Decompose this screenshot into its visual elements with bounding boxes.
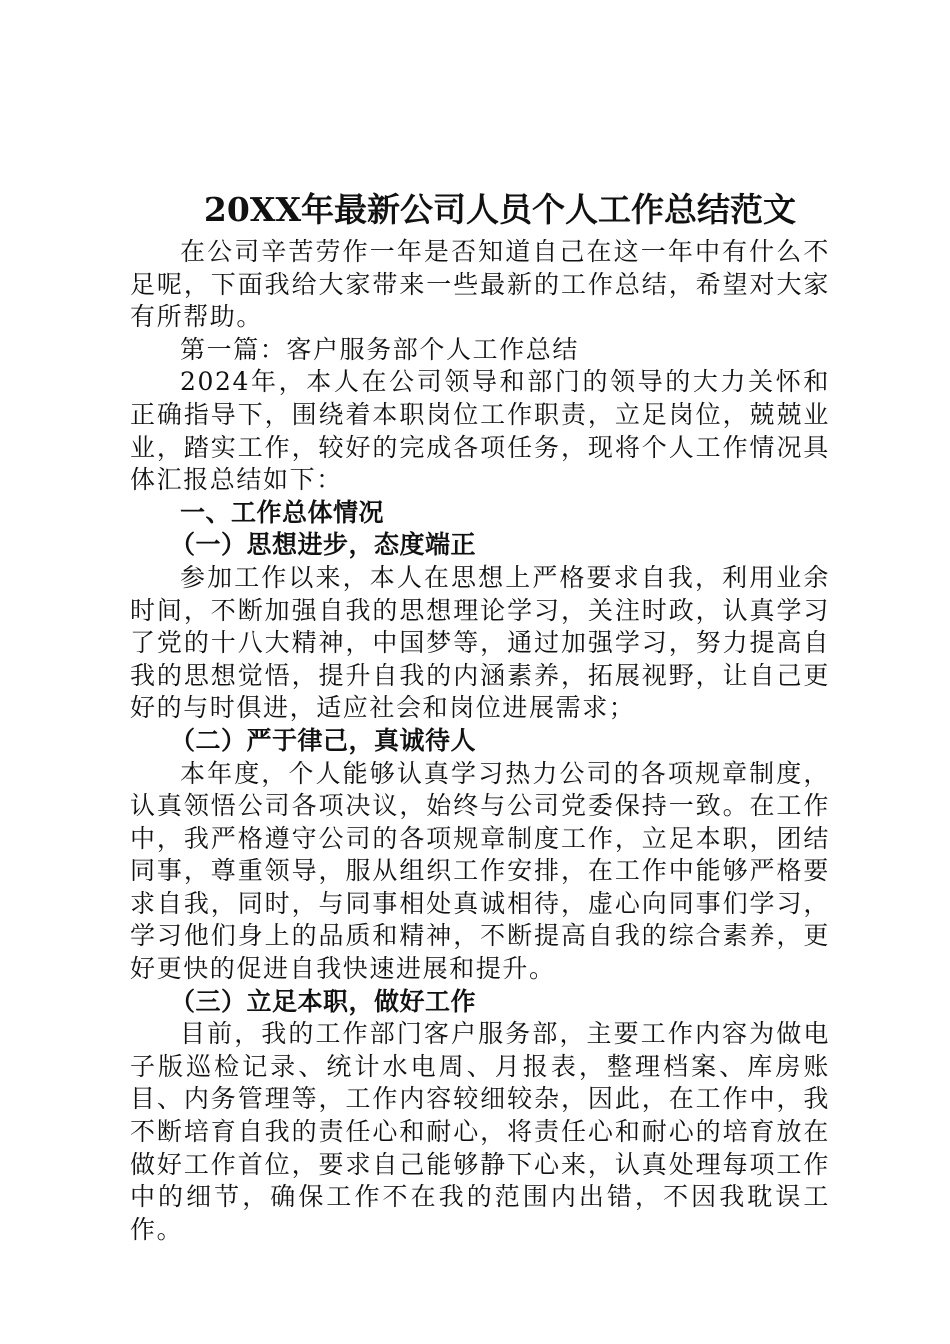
document-body bbox=[130, 186, 830, 1246]
opening-paragraph: 2024年，本人在公司领导和部门的领导的大力关怀和正确指导下，围绕着本职岗位工作职责，立足岗位，兢兢业业，踏实工作，较好的完成各项任务，现将个人工作情况具体汇报总结如下： bbox=[130, 367, 830, 495]
subheading-do-job-well: （三）立足本职，做好工作 bbox=[170, 986, 477, 1016]
intro-paragraph: 在公司辛苦劳作一年是否知道自己在这一年中有什么不足呢，下面我给大家带来一些最新的工作总结，希望对大家有所帮助。 bbox=[130, 237, 830, 332]
paragraph-thought-progress: 参加工作以来，本人在思想上严格要求自我，利用业余时间，不断加强自我的思想理论学习，关注时政，认真学习了党的十八大精神，中国梦等，通过加强学习，努力提高自我的思想觉悟，提升自我的内涵素养，拓展视野，让自己更好的与时俱进，适应社会和岗位进展需求； bbox=[130, 562, 830, 723]
paragraph-self-discipline: 本年度，个人能够认真学习热力公司的各项规章制度，认真领悟公司各项决议，始终与公司党委保持一致。在工作中，我严格遵守公司的各项规章制度工作，立足本职，团结同事，尊重领导，服从组织工作安排，在工作中能够严格要求自我，同时，与同事相处真诚相待，虚心向同事们学习，学习他们身上的品质和精神，不断提高自我的综合素养，更好更快的促进自我快速进展和提升。 bbox=[130, 758, 830, 984]
subheading-thought-progress: （一）思想进步，态度端正 bbox=[170, 530, 477, 560]
chapter-title: 第一篇：客户服务部个人工作总结 bbox=[180, 334, 580, 364]
document-title: 20XX年最新公司人员个人工作总结范文 bbox=[203, 190, 797, 229]
paragraph-do-job-well: 目前，我的工作部门客户服务部，主要工作内容为做电子版巡检记录、统计水电周、月报表，整理档案、库房账目、内务管理等，工作内容较细较杂，因此，在工作中，我不断培育自我的责任心和耐心，将责任心和耐心的培育放在做好工作首位，要求自己能够静下心来，认真处理每项工作中的细节，确保工作不在我的范围内出错，不因我耽误工作。 bbox=[130, 1019, 830, 1244]
section-heading-overall: 一、工作总体情况 bbox=[180, 497, 385, 527]
subheading-self-discipline: （二）严于律己，真诚待人 bbox=[170, 725, 477, 755]
